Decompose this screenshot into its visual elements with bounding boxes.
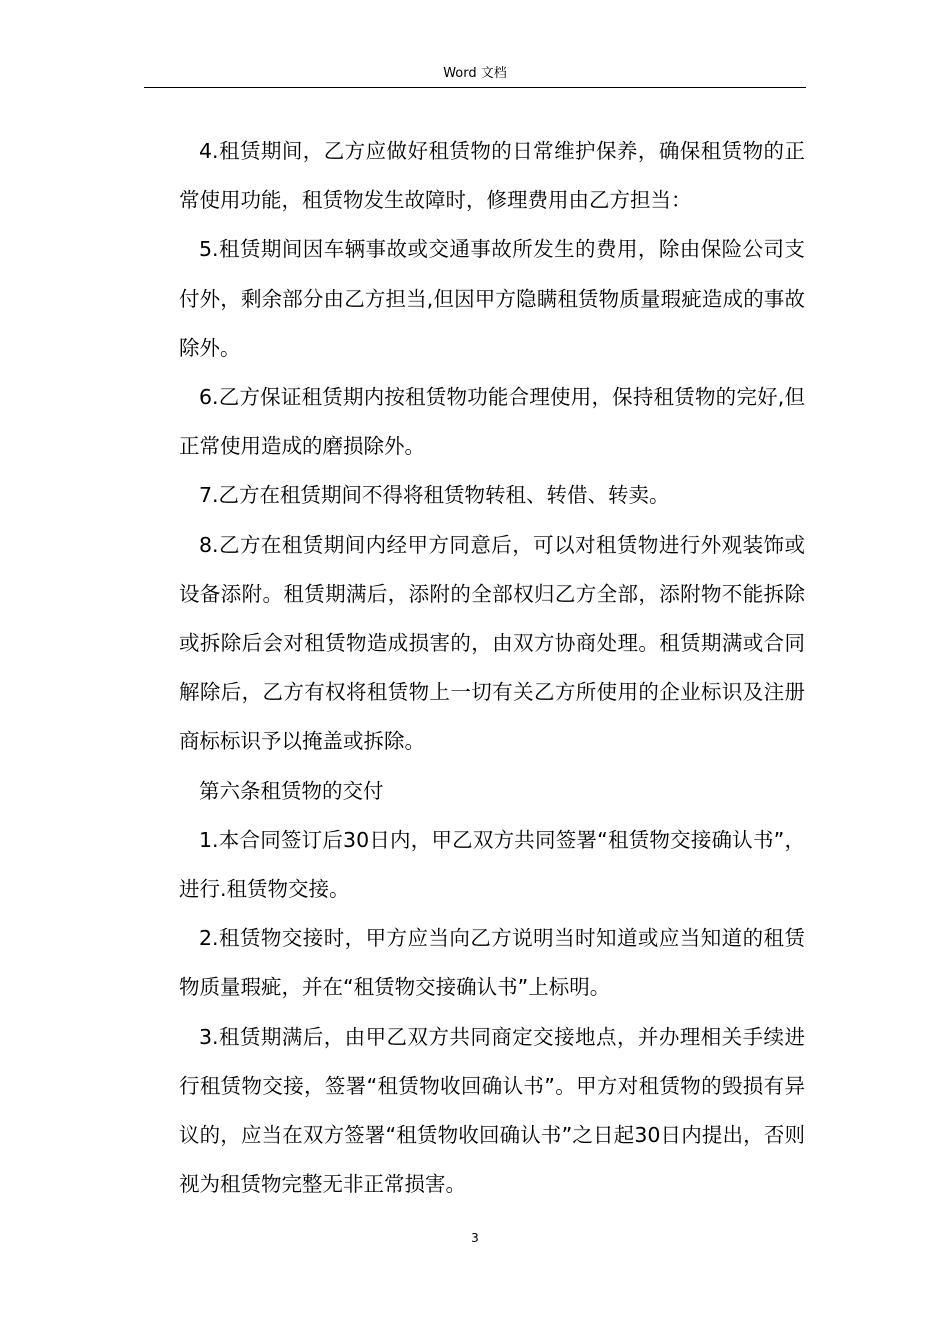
clause-paragraph: 4.租赁期间，乙方应做好租赁物的日常维护保养，确保租赁物的正常使用功能，租赁物发生故障时，修理费用由乙方担当： bbox=[179, 139, 805, 213]
clause-paragraph: 2.租赁物交接时，甲方应当向乙方说明当时知道或应当知道的租赁物质量瑕疵，并在“租赁物交接确认书”上标明。 bbox=[179, 926, 805, 1000]
clause-paragraph: 5.租赁期间因车辆事故或交通事故所发生的费用，除由保险公司支付外，剩余部分由乙方担当,但因甲方隐瞒租赁物质量瑕疵造成的事故除外。 bbox=[179, 237, 805, 360]
section-heading: 第六条租赁物的交付 bbox=[199, 778, 384, 803]
clause-paragraph: 8.乙方在租赁期间内经甲方同意后，可以对租赁物进行外观装饰或设备添附。租赁期满后，添附的全部权归乙方全部，添附物不能拆除或拆除后会对租赁物造成损害的，由双方协商处理。租赁期满或合同解除后，乙方有权将租赁物上一切有关乙方所使用的企业标识及注册商标标识予以掩盖或拆除。 bbox=[179, 532, 805, 754]
document-header-title: Word 文档 bbox=[443, 66, 507, 81]
clause-paragraph: 7.乙方在租赁期间不得将租赁物转租、转借、转卖。 bbox=[199, 483, 670, 508]
clause-paragraph: 3.租赁期满后，由甲乙双方共同商定交接地点，并办理相关手续进行租赁物交接，签署“租赁物收回确认书”。甲方对租赁物的毁损有异议的，应当在双方签署“租赁物收回确认书”之日起30日内提出，否则视为租赁物完整无非正常损害。 bbox=[179, 1024, 805, 1197]
header-divider bbox=[144, 87, 806, 88]
document-body bbox=[179, 127, 805, 1209]
clause-paragraph: 6.乙方保证租赁期内按租赁物功能合理使用，保持租赁物的完好,但正常使用造成的磨损除外。 bbox=[179, 385, 805, 459]
page-number: 3 bbox=[471, 1231, 479, 1245]
clause-paragraph: 1.本合同签订后30日内，甲乙双方共同签署“租赁物交接确认书”，进行.租赁物交接。 bbox=[179, 827, 805, 902]
